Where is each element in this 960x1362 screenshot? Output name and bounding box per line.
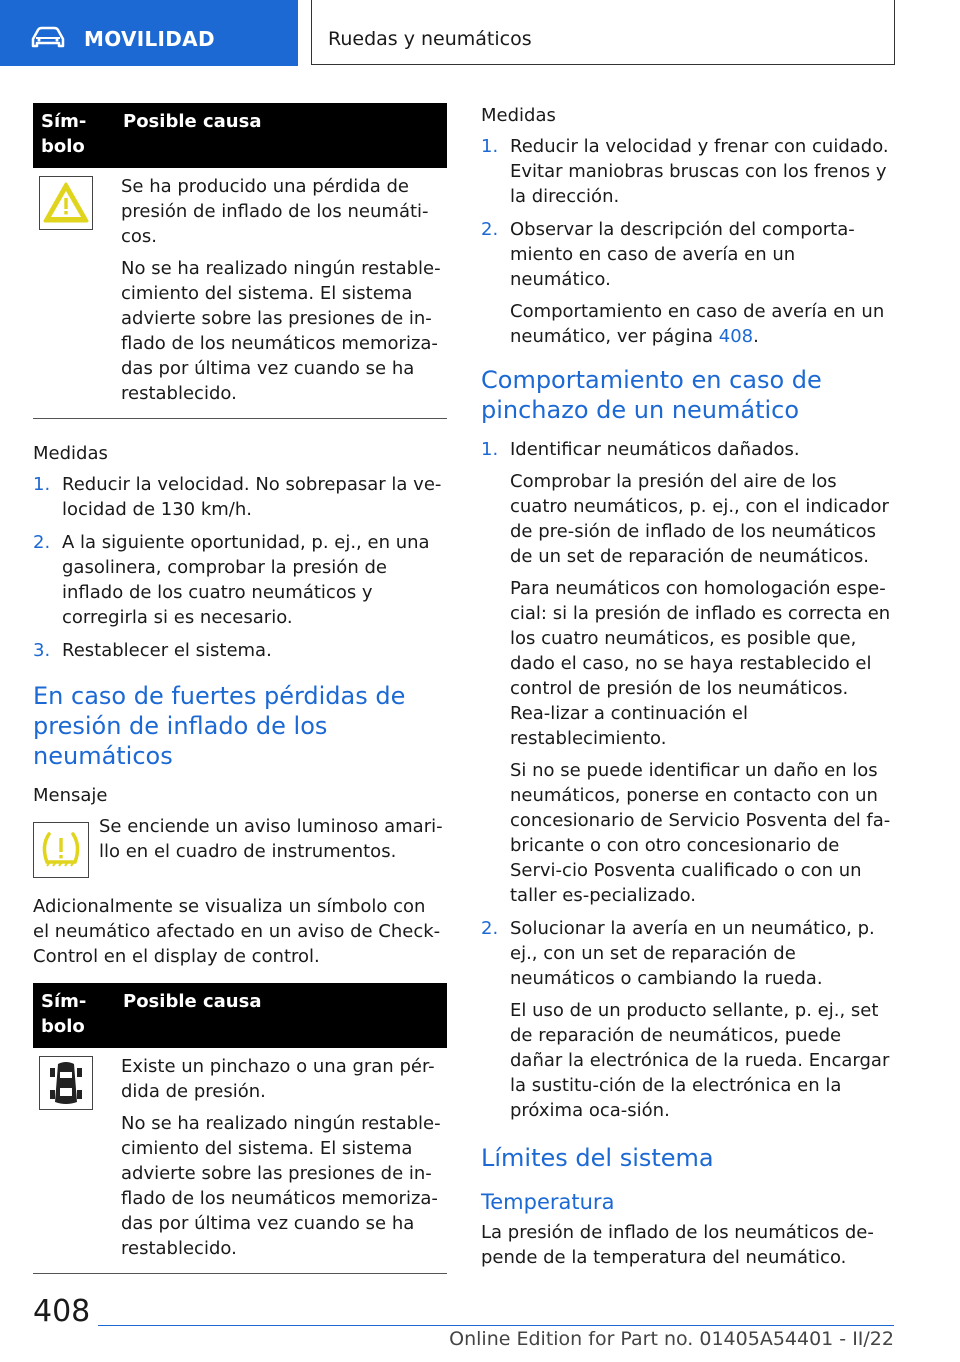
message-text: Se enciende un aviso luminoso amari-llo en el cuadro de instrumentos. xyxy=(99,816,443,862)
list-item: 3. Restablecer el sistema. xyxy=(33,640,272,661)
list-item: 1. Reducir la velocidad. No sobrepasar la ve-locidad de 130 km/h. xyxy=(33,474,442,520)
section-heading: Límites del sistema xyxy=(481,1144,714,1172)
section-header xyxy=(0,0,298,66)
right-column xyxy=(481,103,893,1270)
medidas-title: Medidas xyxy=(481,105,556,126)
section-heading: En caso de fuertes pérdidas de presión de inflado de los neumáticos xyxy=(33,682,406,770)
cause-text: Se ha producido una pérdida de presión de inflado de los neumáti-cos. xyxy=(121,176,429,247)
cause-text: No se ha realizado ningún restable-cimiento del sistema. El sistema advierte sobre las presiones de in-flado de los neumáticos memoriza-das por última vez cuando se ha restablecido. xyxy=(121,258,441,404)
list-item: 2. Solucionar la avería en un neumático, p. ej., con un set de reparación de neumáticos o cambiando la rueda. El uso de un producto sellante, p. ej., set de reparación de neumáticos, puede dañar la electrónica de la rueda. Encargar la sustitu-ción de la electrónica en la próxima oca-sión. xyxy=(481,918,890,1121)
table-header-cause: Posible causa xyxy=(121,983,447,1048)
cause-text: No se ha realizado ningún restable-cimiento del sistema. El sistema advierte sobre las presiones de in-flado de los neumáticos memoriza-das por última vez cuando se ha restablecido. xyxy=(121,1113,441,1259)
page-number: 408 xyxy=(33,1294,91,1329)
chapter-title: Ruedas y neumáticos xyxy=(328,28,532,50)
section-label: MOVILIDAD xyxy=(84,27,215,51)
footer-divider xyxy=(98,1325,894,1326)
table-header-cause: Posible causa xyxy=(121,103,447,168)
car-icon xyxy=(30,26,66,54)
list-item: 2. Observar la descripción del comporta-miento en caso de avería en un neumático. Comportamiento en caso de avería en un neumático, ver página 408. xyxy=(481,219,885,347)
list-item: 1. Identificar neumáticos dañados. Comprobar la presión del aire de los cuatro neumáticos, p. ej., con el indicador de pre-sión de inflado de los neumáticos de un set de reparación de neumáticos. Para neumáticos con homologación espe-cial: si la presión de inflado es correcta en los cuatro neumáticos, es posible que, dado el caso, no se haya restablecido el control de presión de los neumáticos. Rea-lizar a continuación el restablecimiento. Si no se puede identificar un daño en los neumáticos, ponerse en contacto con un concesionario de Servicio Posventa del fa-bricante o con otro concesionario de Servi-cio Posventa cualificado o con un taller es-pecializado. xyxy=(481,439,891,906)
symbol-table-2 xyxy=(33,983,447,1274)
left-column xyxy=(33,103,447,1274)
steps-list xyxy=(481,437,893,1123)
medidas-list xyxy=(33,472,447,663)
paragraph: Adicionalmente se visualiza un símbolo con el neumático afectado en un aviso de Check-Control en el display de control. xyxy=(33,896,441,967)
medidas-list xyxy=(481,134,893,349)
tire-pressure-warning-icon xyxy=(33,822,89,878)
table-row xyxy=(33,1048,447,1274)
table-header-symbol: Sím- bolo xyxy=(33,983,121,1048)
medidas-title: Medidas xyxy=(33,443,108,464)
mensaje-title: Mensaje xyxy=(33,785,108,806)
section-heading: Comportamiento en caso de pinchazo de un neumático xyxy=(481,366,822,424)
footer-edition: Online Edition for Part no. 01405A54401 - II/22 xyxy=(449,1328,894,1350)
warning-triangle-icon xyxy=(39,176,93,230)
paragraph: La presión de inflado de los neumáticos de-pende de la temperatura del neumático. xyxy=(481,1222,874,1268)
message-block xyxy=(33,814,447,878)
subsection-heading: Temperatura xyxy=(481,1190,615,1214)
symbol-table-1 xyxy=(33,103,447,419)
list-item: 1. Reducir la velocidad y frenar con cuidado. Evitar maniobras bruscas con los frenos y la dirección. xyxy=(481,136,889,207)
cause-text: Existe un pinchazo o una gran pér-dida de presión. xyxy=(121,1056,435,1102)
list-item: 2. A la siguiente oportunidad, p. ej., en una gasolinera, comprobar la presión de inflado de los cuatro neumáticos y corregirla si es necesario. xyxy=(33,532,430,628)
table-header-symbol: Sím- bolo xyxy=(33,103,121,168)
table-row xyxy=(33,168,447,419)
page-reference-link[interactable]: 408 xyxy=(718,326,754,347)
car-tire-defect-icon xyxy=(39,1056,93,1110)
chapter-tab xyxy=(311,0,895,65)
